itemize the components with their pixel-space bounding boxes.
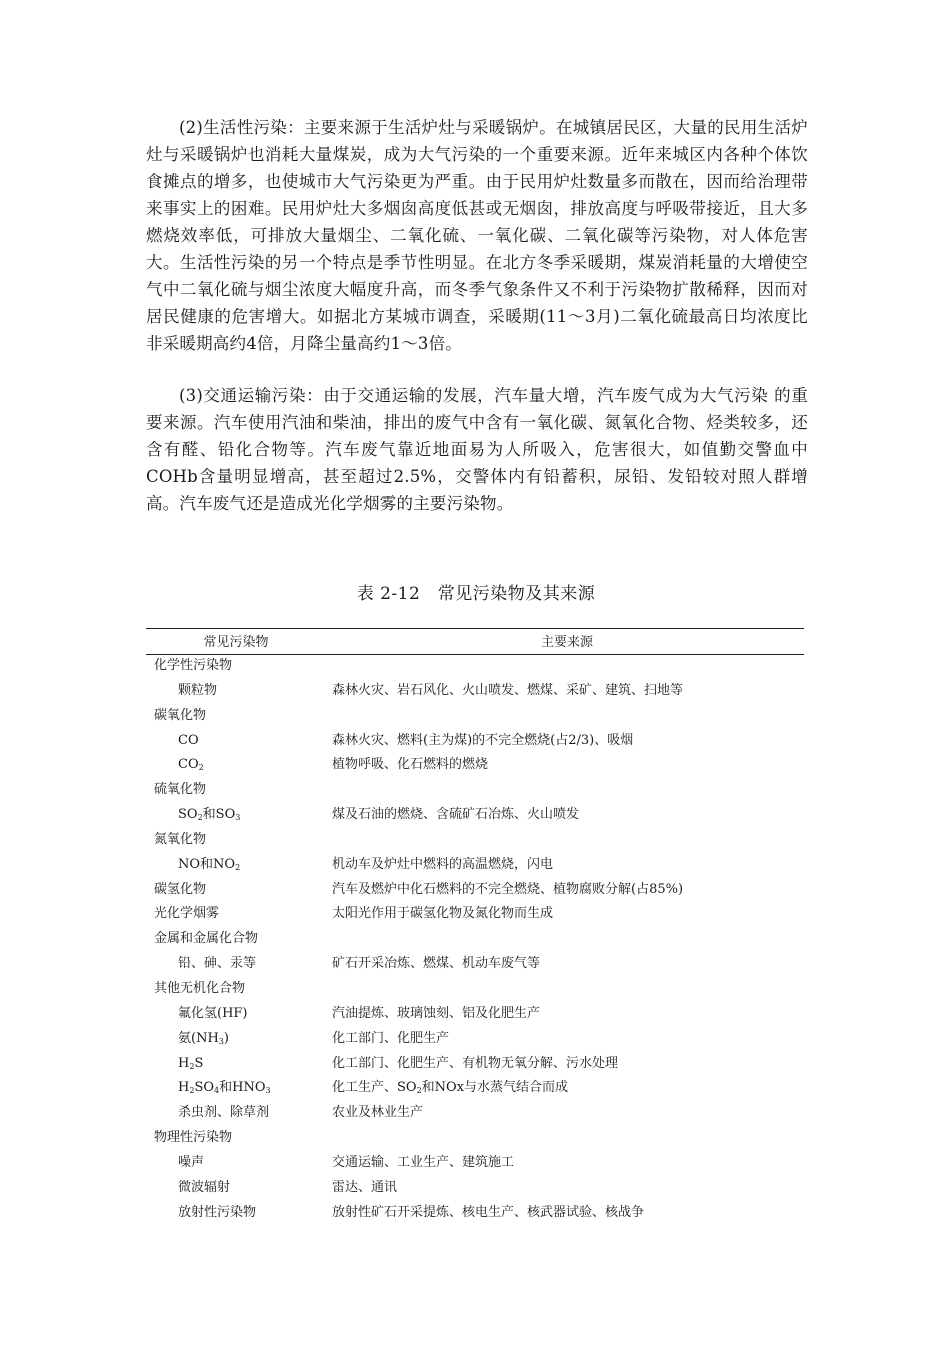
pollutant-source: 化工部门、化肥生产 <box>332 1030 450 1046</box>
pollutant-name: 微波辐射 <box>178 1179 231 1195</box>
pollutant-name: 放射性污染物 <box>178 1204 257 1220</box>
table-header-source: 主要来源 <box>540 635 593 650</box>
pollutant-source: 太阳光作用于碳氢化物及氮化物而生成 <box>332 906 554 922</box>
pollutant-name: 碳氢化物 <box>154 881 207 897</box>
table-row <box>146 902 804 927</box>
table-row <box>146 1151 804 1176</box>
pollutant-source: 汽油提炼、玻璃蚀刻、铝及化肥生产 <box>332 1005 541 1021</box>
paragraph-domestic-pollution: (2)生活性污染：主要来源于生活炉灶与采暖锅炉。在城镇居民区，大量的民用生活炉灶与采暖锅炉也消耗大量煤炭，成为大气污染的一个重要来源。近年来城区内各种个体饮食摊点的增多，也使城市大气污染更为严重。由于民用炉灶数量多而散在，因而给治理带来事实上的困难。民用炉灶大多烟囱高度低甚或无烟囱，排放高度与呼吸带接近，且大多燃烧效率低，可排放大量烟尘、二氧化硫、一氧化碳、二氧化碳等污染物，对人体危害大。生活性污染的另一个特点是季节性明显。在北方冬季采暖期，煤炭消耗量的大增使空气中二氧化硫与烟尘浓度大幅度升高，而冬季气象条件又不利于污染物扩散稀释，因而对居民健康的危害增大。如据北方某城市调查，采暖期(11～3月)二氧化硫最高日均浓度比非采暖期高约4倍，月降尘量高约1～3倍。 <box>146 118 808 353</box>
table-row <box>146 753 804 778</box>
table-row <box>146 729 804 754</box>
pollutant-name: 物理性污染物 <box>154 1130 233 1146</box>
table-row <box>146 1002 804 1027</box>
table-row <box>146 1126 804 1151</box>
pollutant-source: 放射性矿石开采提炼、核电生产、核武器试验、核战争 <box>332 1204 645 1220</box>
table-row <box>146 927 804 952</box>
pollutant-name: 氟化氢(HF) <box>178 1005 248 1021</box>
table-row <box>146 778 804 803</box>
table-row <box>146 828 804 853</box>
table-caption: 表 2-12 常见污染物及其来源 <box>356 584 596 604</box>
table-row <box>146 1101 804 1126</box>
pollutant-name: $H_2S$ <box>178 1055 204 1071</box>
pollutant-source: 机动车及炉灶中燃料的高温燃烧，闪电 <box>332 856 554 872</box>
pollutant-name: 氨$(NH_3)$ <box>178 1030 229 1046</box>
paragraph-traffic-pollution: (3)交通运输污染：由于交通运输的发展，汽车量大增，汽车废气成为大气污染 的重要来源。汽车使用汽油和柴油，排出的废气中含有一氧化碳、氮氧化合物、烃类较多，还含有醛、铅化合物等。汽车废气靠近地面易为人所吸入，危害很大，如值勤交警血中COHb含量明显增高，甚至超过2.5%，交警体内有铅蓄积，尿铅、发铅较对照人群增高。汽车废气还是造成光化学烟雾的主要污染物。 <box>146 386 808 513</box>
pollutant-name: 碳氧化物 <box>154 707 207 723</box>
pollutant-name: 化学性污染物 <box>154 658 233 673</box>
table-top-rule <box>146 628 804 629</box>
table-row <box>146 878 804 903</box>
pollutant-name: 噪声 <box>178 1154 205 1170</box>
table-row <box>146 853 804 878</box>
pollutant-name: CO <box>178 732 199 748</box>
pollutant-source: 化工生产、$SO_2$和NOx与水蒸气结合而成 <box>332 1080 569 1096</box>
table-row <box>146 654 804 679</box>
pollutant-table-body <box>146 654 804 1225</box>
pollutant-name: $SO_2$和$SO_3$ <box>178 807 241 823</box>
pollutant-source: 煤及石油的燃烧、含硫矿石冶炼、火山喷发 <box>332 807 580 823</box>
pollutant-name: 氮氧化物 <box>154 831 207 847</box>
table-row <box>146 1176 804 1201</box>
pollutant-name: 铅、砷、汞等 <box>178 956 257 972</box>
table-row <box>146 1027 804 1052</box>
pollutant-source: 农业及林业生产 <box>332 1105 424 1121</box>
pollutant-name: 杀虫剂、除草剂 <box>178 1105 270 1121</box>
table-row <box>146 1076 804 1101</box>
pollutant-name: $H_2SO_4$和$HNO_3$ <box>178 1080 271 1096</box>
pollutant-source: 植物呼吸、化石燃料的燃烧 <box>332 757 489 773</box>
pollutant-name: 金属和金属化合物 <box>154 931 259 947</box>
pollutant-source: 矿石开采冶炼、燃煤、机动车废气等 <box>332 956 541 972</box>
pollutant-name: 光化学烟雾 <box>154 906 220 922</box>
table-row <box>146 803 804 828</box>
pollutant-source: 雷达、通讯 <box>332 1179 398 1195</box>
pollutant-name: 其他无机化合物 <box>154 980 246 996</box>
pollutant-source: 化工部门、化肥生产、有机物无氧分解、污水处理 <box>332 1055 619 1071</box>
pollutant-name: $CO_2$ <box>178 757 204 773</box>
table-row <box>146 704 804 729</box>
table-row <box>146 1201 804 1226</box>
pollutant-name: 硫氧化物 <box>154 782 207 798</box>
pollutant-source: 森林火灾、燃料(主为煤)的不完全燃烧(占2/3)、吸烟 <box>332 732 634 748</box>
table-row <box>146 977 804 1002</box>
table-row <box>146 679 804 704</box>
table-header-pollutant: 常见污染物 <box>203 635 269 650</box>
pollutant-source: 森林火灾、岩石风化、火山喷发、燃煤、采矿、建筑、扫地等 <box>332 682 684 698</box>
pollutant-source: 汽车及燃炉中化石燃料的不完全燃烧、植物腐败分解(占85%) <box>332 881 684 897</box>
pollutant-source: 交通运输、工业生产、建筑施工 <box>332 1154 515 1170</box>
pollutant-name: 颗粒物 <box>178 682 218 698</box>
table-row <box>146 952 804 977</box>
pollutant-name: NO和$NO_2$ <box>178 856 241 872</box>
table-row <box>146 1052 804 1077</box>
